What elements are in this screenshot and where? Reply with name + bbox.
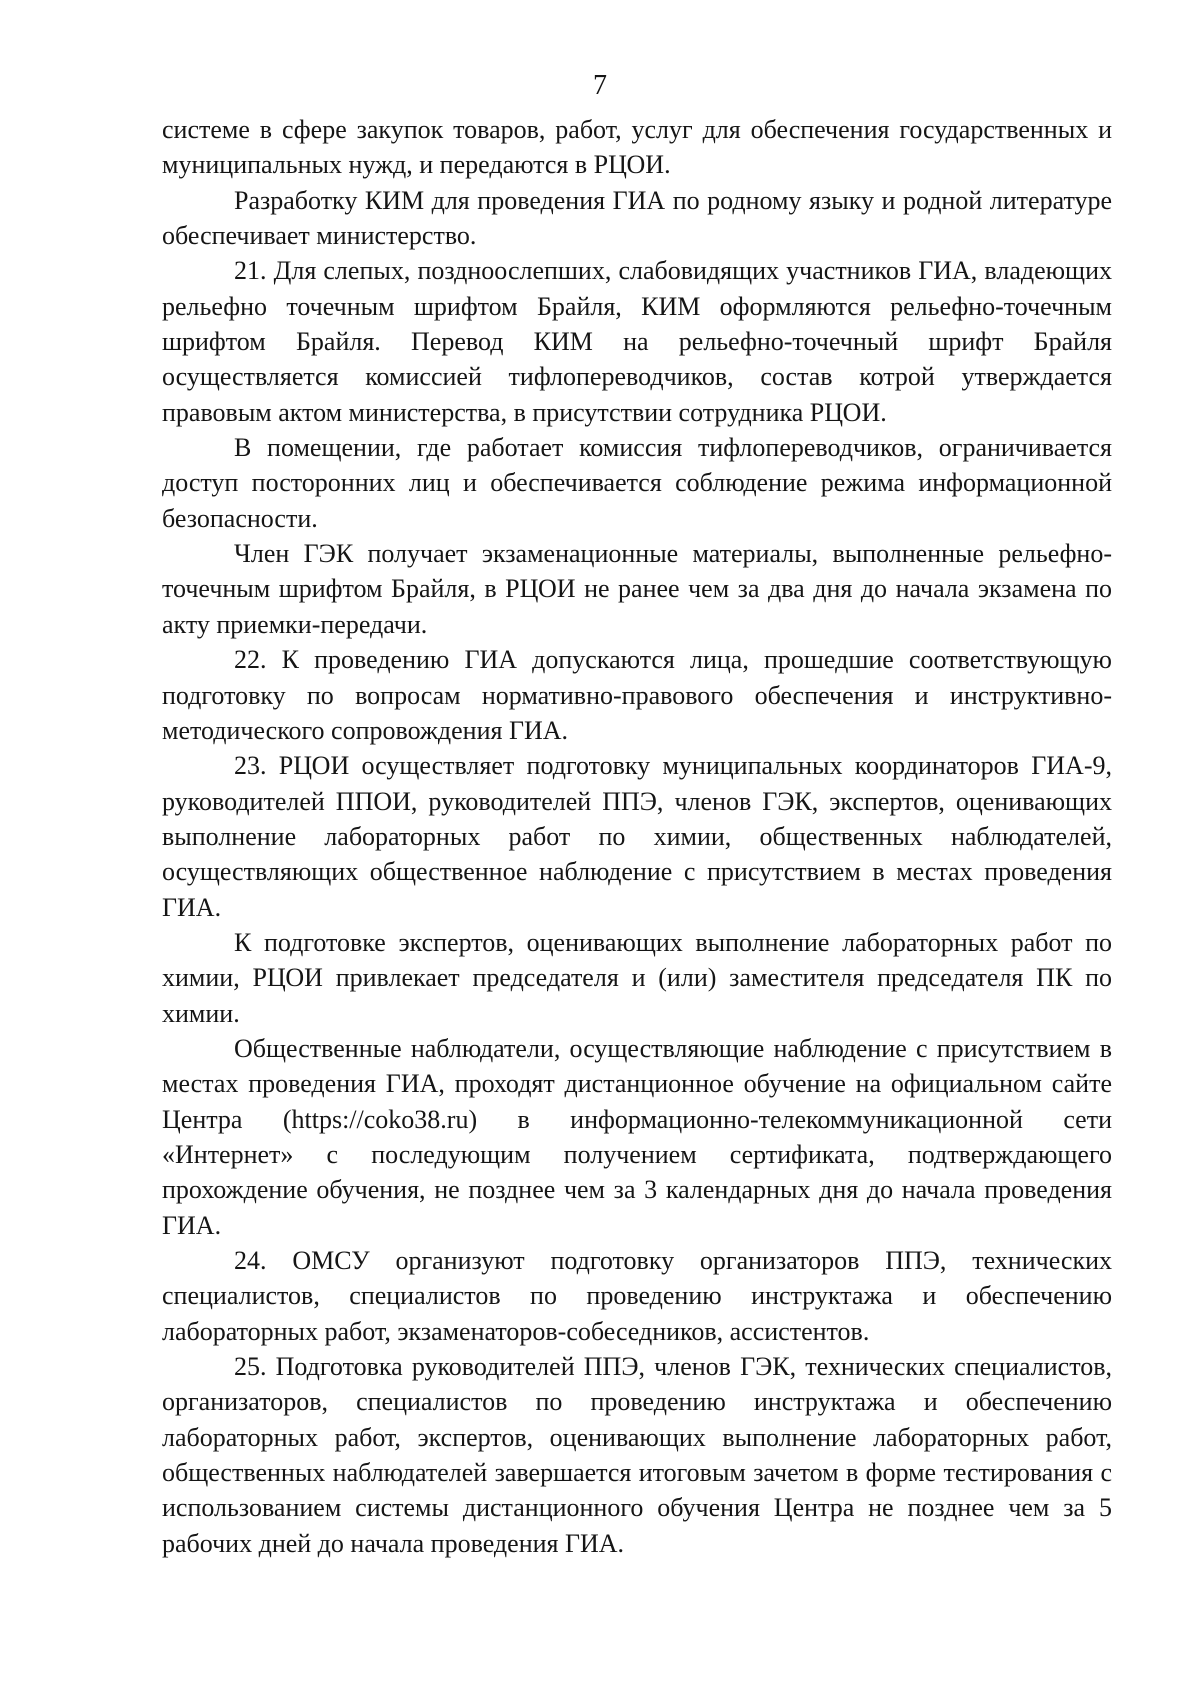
paragraph-continuation: системе в сфере закупок товаров, работ, услуг для обеспечения государственных и муниципальных нужд, и передаются в РЦОИ. [162, 115, 1112, 180]
paragraph-24-omsu-training: 24. ОМСУ организуют подготовку организаторов ППЭ, технических специалистов, специалистов по проведению инструктажа и обеспечению лабораторных работ, экзаменаторов-собеседников, ассистентов. [162, 1246, 1112, 1346]
paragraph-gek-member-materials: Член ГЭК получает экзаменационные материалы, выполненные рельефно-точечным шрифтом Брайля, в РЦОИ не ранее чем за два дня до начала экзамена по акту приемки-передачи. [162, 539, 1112, 639]
paragraph-public-observers: Общественные наблюдатели, осуществляющие наблюдение с присутствием в местах проведения ГИА, проходят дистанционное обучение на официальном сайте Центра (https://coko38.ru) в информационно-телекоммуникационной сети «Интернет» с последующим получением сертификата, подтверждающего прохождение обучения, не позднее чем за 3 календарных дня до начала проведения ГИА. [162, 1033, 1112, 1240]
page-number: 7 [593, 70, 607, 101]
paragraph-21-braille: 21. Для слепых, поздноослепших, слабовидящих участников ГИА, владеющих рельефно точечным шрифтом Брайля, КИМ оформляются рельефно-точечным шрифтом Брайля. Перевод КИМ на рельефно-точечный шрифт Брайля осуществляется комиссией тифлопереводчиков, состав котрой утверждается правовым актом министерства, в присутствии сотрудника РЦОИ. [162, 256, 1112, 427]
document-body [162, 112, 1112, 1561]
paragraph-22-admission: 22. К проведению ГИА допускаются лица, прошедшие соответствующую подготовку по вопросам нормативно-правового обеспечения и инструктивно-методического сопровождения ГИА. [162, 645, 1112, 745]
paragraph-native-language-kim: Разработку КИМ для проведения ГИА по родному языку и родной литературе обеспечивает министерство. [162, 185, 1112, 251]
paragraph-23-rcoi-training: 23. РЦОИ осуществляет подготовку муниципальных координаторов ГИА-9, руководителей ППОИ, руководителей ППЭ, членов ГЭК, экспертов, оценивающих выполнение лабораторных работ по химии, общественных наблюдателей, осуществляющих общественное наблюдение с присутствием в местах проведения ГИА. [162, 751, 1112, 922]
paragraph-chemistry-experts: К подготовке экспертов, оценивающих выполнение лабораторных работ по химии, РЦОИ привлекает председателя и (или) заместителя председателя ПК по химии. [162, 927, 1112, 1028]
paragraph-braille-room-security: В помещении, где работает комиссия тифлопереводчиков, ограничивается доступ посторонних лиц и обеспечивается соблюдение режима информационной безопасности. [162, 433, 1112, 533]
paragraph-25-final-test: 25. Подготовка руководителей ППЭ, членов ГЭК, технических специалистов, организаторов, специалистов по проведению инструктажа и обеспечению лабораторных работ, экспертов, оценивающих выполнение лабораторных работ, общественных наблюдателей завершается итоговым зачетом в форме тестирования с использованием системы дистанционного обучения Центра не позднее чем за 5 рабочих дней до начала проведения ГИА. [162, 1352, 1112, 1558]
